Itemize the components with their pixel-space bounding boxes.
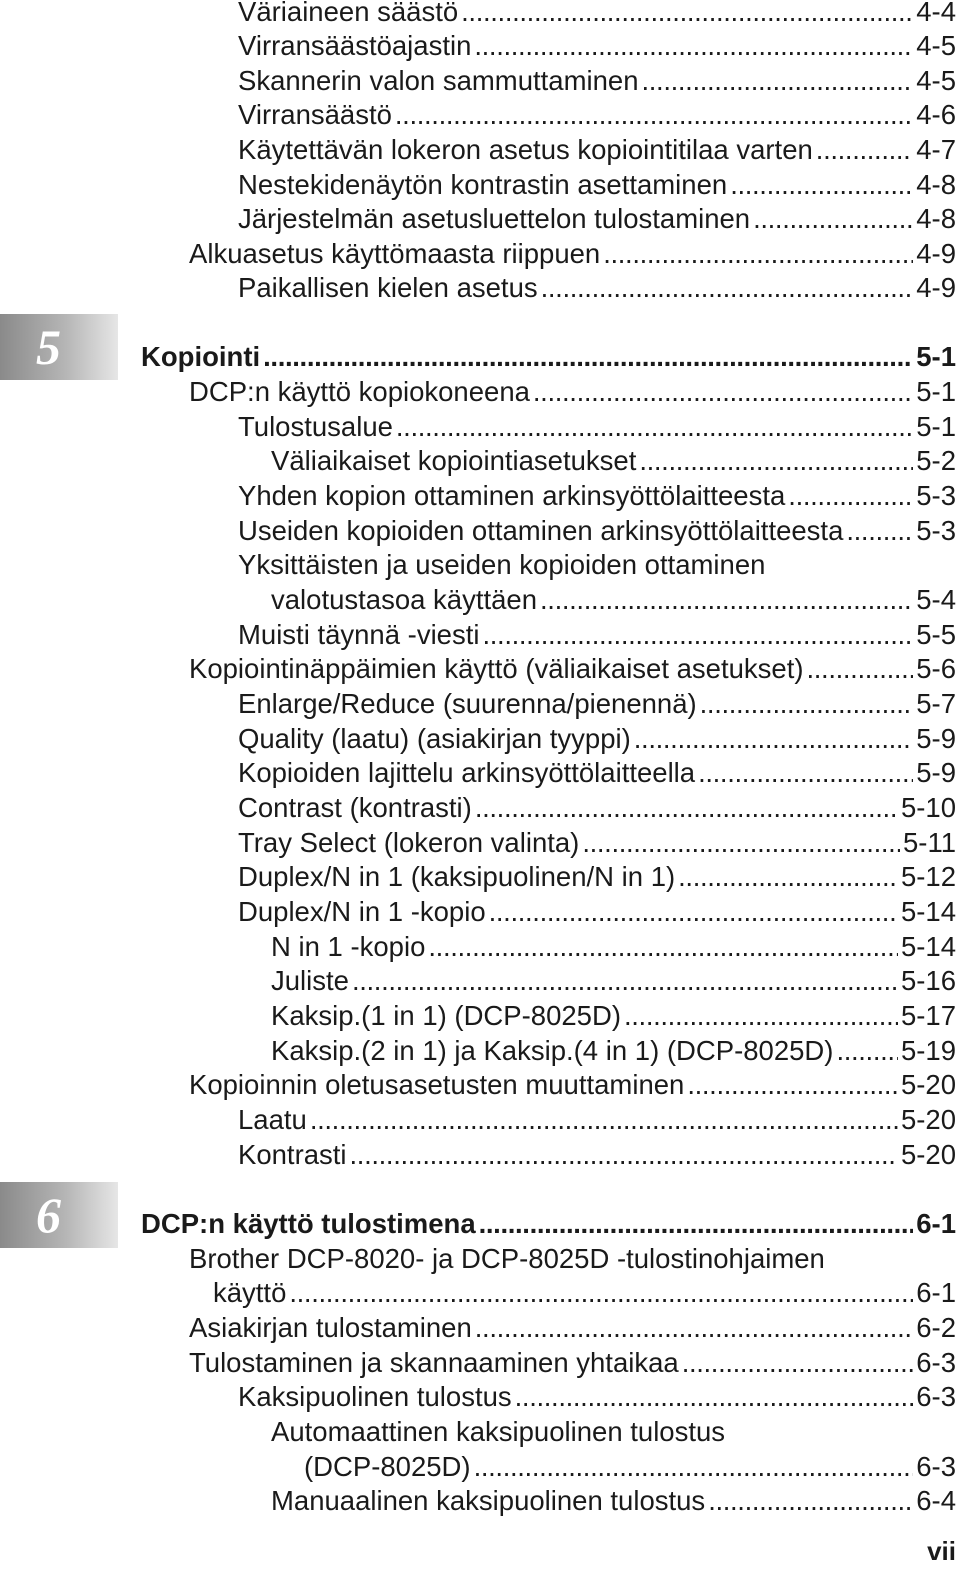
toc-dot-leader <box>396 410 913 444</box>
toc-entry-page: 4-5 <box>916 65 956 96</box>
toc-entry-page: 4-6 <box>916 99 956 130</box>
toc-entry-title: Skannerin valon sammuttaminen <box>238 65 639 96</box>
toc-dot-leader <box>708 1484 913 1518</box>
toc-entry-page: 5-6 <box>916 653 956 684</box>
chapter-number: 5 <box>36 319 61 375</box>
chapter-page: 5-1 <box>916 341 956 372</box>
toc-entry-title: Käytettävän lokeron asetus kopiointitilaa varten <box>238 134 813 165</box>
toc-entry-title: Juliste <box>271 965 349 996</box>
chapter-title: DCP:n käyttö tulostimena <box>141 1208 476 1239</box>
toc-entry-title: Enlarge/Reduce (suurenna/pienennä) <box>238 688 697 719</box>
toc-entry-page: 4-8 <box>916 203 956 234</box>
toc-dot-leader <box>515 1380 914 1414</box>
toc-dot-leader <box>350 1138 898 1172</box>
toc-entry-title: Nestekidenäytön kontrastin asettaminen <box>238 169 728 200</box>
toc-entry[interactable] <box>238 756 956 790</box>
page-number: vii <box>927 1536 956 1566</box>
toc-dot-leader <box>475 791 898 825</box>
toc-dot-leader <box>682 1346 914 1380</box>
toc-dot-leader <box>482 618 913 652</box>
toc-entry[interactable] <box>238 1103 956 1137</box>
toc-entry-title: Väriaineen säästö <box>238 0 459 27</box>
toc-entry-title: Kopioinnin oletusasetusten muuttaminen <box>189 1069 685 1100</box>
toc-dot-leader <box>263 340 913 374</box>
toc-entry-page: 5-7 <box>916 688 956 719</box>
toc-entry-title: Kontrasti <box>238 1139 347 1170</box>
toc-entry[interactable] <box>238 860 956 894</box>
toc-entry[interactable] <box>238 202 956 236</box>
toc-dot-leader <box>475 1311 913 1345</box>
toc-entry-title: Muisti täynnä -viesti <box>238 619 480 650</box>
toc-entry-title: Väliaikaiset kopiointiasetukset <box>271 445 637 476</box>
toc-entry-page: 5-10 <box>900 792 956 823</box>
toc-dot-leader <box>678 860 898 894</box>
toc-dot-leader <box>310 1103 898 1137</box>
toc-entry-title: Asiakirjan tulostaminen <box>189 1312 472 1343</box>
chapter-page: 6-1 <box>916 1208 956 1239</box>
toc-dot-leader <box>582 826 900 860</box>
toc-entry-title: Tulostusalue <box>238 411 393 442</box>
toc-entry-page: 5-12 <box>900 861 956 892</box>
toc-dot-leader <box>641 64 913 98</box>
chapter-tab-5 <box>0 314 118 380</box>
toc-entry-page: 5-4 <box>916 584 956 615</box>
toc-entry-page: 5-2 <box>916 445 956 476</box>
toc-entry-page: 5-9 <box>916 723 956 754</box>
toc-entry[interactable] <box>238 410 956 444</box>
toc-entry[interactable] <box>271 930 956 964</box>
toc-entry-title: Kaksip.(1 in 1) (DCP-8025D) <box>271 1000 621 1031</box>
toc-entry[interactable] <box>238 1138 956 1172</box>
toc-entry-title: Manuaalinen kaksipuolinen tulostus <box>271 1485 706 1516</box>
toc-entry-title: Duplex/N in 1 -kopio <box>238 896 486 927</box>
toc-dot-leader <box>788 479 913 513</box>
toc-entry[interactable] <box>271 583 956 617</box>
toc-entry-page: 5-14 <box>900 931 956 962</box>
toc-entry-title: Järjestelmän asetusluettelon tulostaminen <box>238 203 751 234</box>
toc-entry[interactable] <box>238 1380 956 1414</box>
toc-entry-page: 5-19 <box>900 1035 956 1066</box>
toc-entry-title: Yhden kopion ottaminen arkinsyöttölaitteesta <box>238 480 786 511</box>
toc-entry[interactable] <box>271 999 956 1033</box>
toc-entry-page: 4-4 <box>916 0 956 27</box>
toc-dot-leader <box>533 375 913 409</box>
toc-entry-title-line[interactable]: Yksittäisten ja useiden kopioiden ottaminen <box>238 549 766 580</box>
toc-dot-leader <box>687 1068 898 1102</box>
toc-dot-leader <box>846 514 913 548</box>
toc-entry-title: Paikallisen kielen asetus <box>238 272 538 303</box>
toc-entry-page: 4-9 <box>916 238 956 269</box>
toc-entry-page: 6-4 <box>916 1485 956 1516</box>
toc-entry[interactable] <box>271 1034 956 1068</box>
toc-entry-title: Kopioiden lajittelu arkinsyöttölaitteella <box>238 757 696 788</box>
toc-entry-title: Kopiointinäppäimien käyttö (väliaikaiset asetukset) <box>189 653 804 684</box>
toc-entry[interactable] <box>238 0 956 29</box>
toc-entry-page: 5-9 <box>916 757 956 788</box>
toc-dot-leader <box>352 964 898 998</box>
toc-entry-title: Kaksip.(2 in 1) ja Kaksip.(4 in 1) (DCP-8025D) <box>271 1035 834 1066</box>
chapter-tab-6 <box>0 1182 118 1248</box>
toc-entry-title: Alkuasetus käyttömaasta riippuen <box>189 238 601 269</box>
toc-entry[interactable] <box>189 1346 956 1380</box>
toc-entry-page: 5-3 <box>916 515 956 546</box>
toc-dot-leader <box>395 98 913 132</box>
toc-entry[interactable] <box>238 895 956 929</box>
toc-dot-leader <box>698 756 913 790</box>
toc-dot-leader <box>639 444 913 478</box>
chapter-title: Kopiointi <box>141 341 261 372</box>
toc-entry[interactable] <box>238 618 956 652</box>
toc-entry-title-line[interactable]: Brother DCP-8020- ja DCP-8025D -tulostinohjaimen <box>189 1243 825 1274</box>
toc-entry-page: 5-1 <box>916 376 956 407</box>
toc-entry-page: 5-20 <box>900 1139 956 1170</box>
toc-entry-page: 5-1 <box>916 411 956 442</box>
toc-dot-leader <box>807 652 914 686</box>
toc-entry-title: DCP:n käyttö kopiokoneena <box>189 376 530 407</box>
toc-entry-title: Virransäästö <box>238 99 392 130</box>
toc-entry-page: 5-17 <box>900 1000 956 1031</box>
toc-entry-title: Duplex/N in 1 (kaksipuolinen/N in 1) <box>238 861 676 892</box>
toc-dot-leader <box>474 1450 914 1484</box>
toc-entry-page: 5-20 <box>900 1104 956 1135</box>
chapter-number: 6 <box>36 1187 61 1243</box>
toc-entry-title: käyttö <box>213 1277 287 1308</box>
toc-entry[interactable] <box>189 652 956 686</box>
toc-entry-title: valotustasoa käyttäen <box>271 584 538 615</box>
toc-entry[interactable] <box>238 791 956 825</box>
toc-entry[interactable] <box>238 168 956 202</box>
toc-entry[interactable] <box>304 1450 956 1484</box>
toc-entry[interactable] <box>238 133 956 167</box>
toc-dot-leader <box>461 0 913 29</box>
toc-entry[interactable] <box>238 514 956 548</box>
toc-entry-title: Tulostaminen ja skannaaminen yhtaikaa <box>189 1347 679 1378</box>
toc-entry[interactable] <box>238 687 956 721</box>
toc-entry[interactable] <box>189 237 956 271</box>
toc-entry[interactable] <box>238 722 956 756</box>
toc-dot-leader <box>624 999 898 1033</box>
toc-entry-page: 5-20 <box>900 1069 956 1100</box>
toc-dot-leader <box>700 687 914 721</box>
toc-entry-page: 6-3 <box>916 1451 956 1482</box>
toc-dot-leader <box>479 1207 914 1241</box>
toc-entry-title: Laatu <box>238 1104 307 1135</box>
toc-entry-title: Kaksipuolinen tulostus <box>238 1381 512 1412</box>
toc-dot-leader <box>489 895 898 929</box>
toc-entry[interactable] <box>189 1068 956 1102</box>
toc-dot-leader <box>836 1034 898 1068</box>
toc-entry-title: Tray Select (lokeron valinta) <box>238 827 580 858</box>
toc-dot-leader <box>474 29 913 63</box>
toc-entry-title: Useiden kopioiden ottaminen arkinsyöttölaitteesta <box>238 515 844 546</box>
toc-entry-page: 5-14 <box>900 896 956 927</box>
toc-entry[interactable] <box>238 98 956 132</box>
toc-entry-title: Virransäästöajastin <box>238 30 472 61</box>
toc-dot-leader <box>541 271 914 305</box>
toc-entry-page: 4-8 <box>916 169 956 200</box>
toc-entry[interactable] <box>238 64 956 98</box>
toc-entry[interactable] <box>238 826 956 860</box>
toc-entry-page: 4-9 <box>916 272 956 303</box>
toc-entry[interactable] <box>238 29 956 63</box>
toc-entry-page: 5-16 <box>900 965 956 996</box>
toc-entry-title: Quality (laatu) (asiakirjan tyyppi) <box>238 723 631 754</box>
toc-entry[interactable] <box>189 1311 956 1345</box>
toc-entry-page: 6-2 <box>916 1312 956 1343</box>
toc-entry[interactable] <box>238 479 956 513</box>
toc-entry[interactable] <box>189 375 956 409</box>
toc-entry-page: 6-1 <box>916 1277 956 1308</box>
toc-dot-leader <box>730 168 913 202</box>
toc-entry-page: 6-3 <box>916 1381 956 1412</box>
toc-dot-leader <box>753 202 913 236</box>
toc-entry-page: 6-3 <box>916 1347 956 1378</box>
toc-entry-page: 5-11 <box>903 827 956 858</box>
toc-dot-leader <box>634 722 913 756</box>
toc-dot-leader <box>289 1276 913 1310</box>
toc-entry-page: 4-7 <box>916 134 956 165</box>
toc-dot-leader <box>816 133 913 167</box>
toc-entry-title: N in 1 -kopio <box>271 931 426 962</box>
toc-entry-page: 5-3 <box>916 480 956 511</box>
toc-entry[interactable] <box>213 1276 956 1310</box>
toc-entry[interactable] <box>271 964 956 998</box>
toc-entry-title: Contrast (kontrasti) <box>238 792 472 823</box>
toc-entry[interactable] <box>238 271 956 305</box>
toc-entry[interactable] <box>271 1484 956 1518</box>
toc-dot-leader <box>540 583 913 617</box>
toc-dot-leader <box>603 237 913 271</box>
toc-entry[interactable] <box>271 444 956 478</box>
toc-entry-page: 4-5 <box>916 30 956 61</box>
toc-entry-title: (DCP-8025D) <box>304 1451 471 1482</box>
chapter-heading[interactable] <box>141 1207 956 1241</box>
toc-entry-title-line[interactable]: Automaattinen kaksipuolinen tulostus <box>271 1416 726 1447</box>
toc-dot-leader <box>428 930 898 964</box>
toc-entry-page: 5-5 <box>916 619 956 650</box>
chapter-heading[interactable] <box>141 340 956 374</box>
